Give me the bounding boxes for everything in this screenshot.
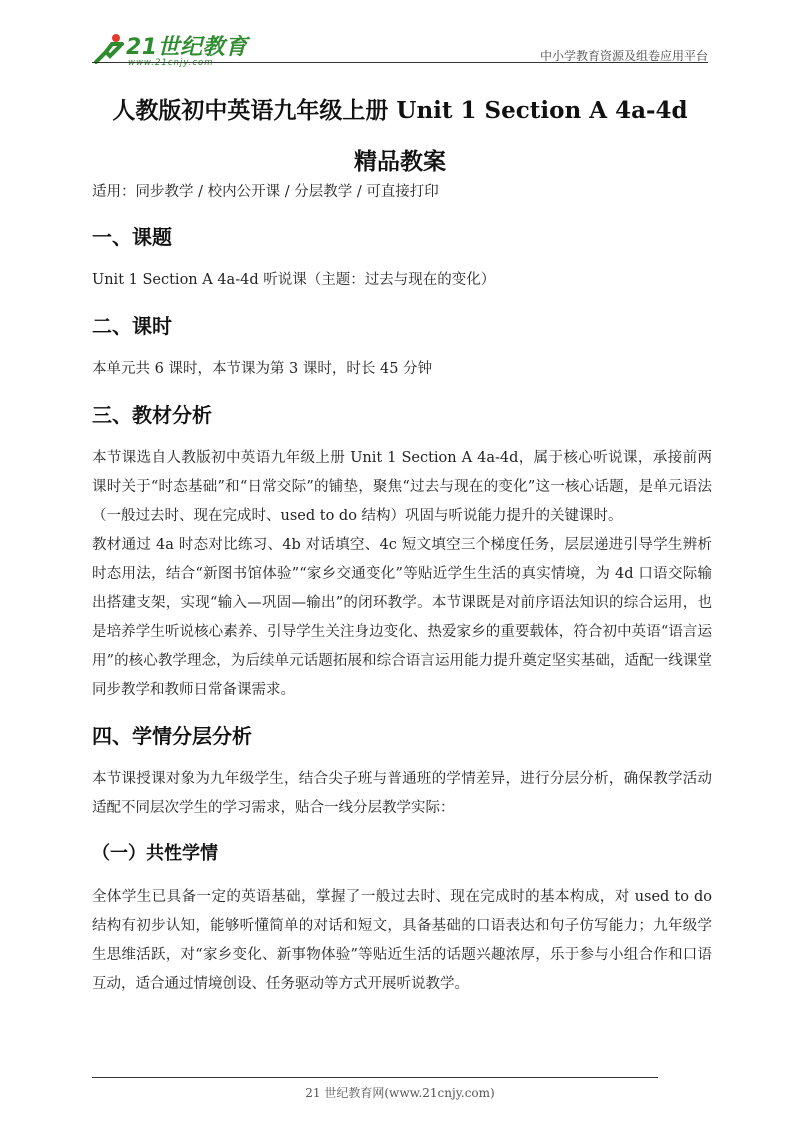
section-paragraph: 本节课授课对象为九年级学生，结合尖子班与普通班的学情差异，进行分层分析，确保教学活动适配不同层次学生的学习需求，贴合一线分层教学实际：: [92, 771, 712, 816]
logo-url: www.21cnjy.com: [128, 58, 214, 68]
doc-title: 人教版初中英语九年级上册 Unit 1 Section A 4a-4d: [112, 97, 688, 124]
section-paragraph: 本单元共 6 课时，本节课为第 3 课时，时长 45 分钟: [92, 361, 433, 377]
footer-divider: [92, 1077, 658, 1078]
section-heading: 一、课题: [92, 225, 172, 249]
section-heading: 四、学情分层分析: [92, 724, 252, 748]
subsection-heading: （一）共性学情: [92, 843, 218, 864]
section-heading: 二、课时: [92, 314, 172, 338]
section-paragraph: 全体学生已具备一定的英语基础，掌握了一般过去时、现在完成时的基本构成，对 used to do 结构有初步认知，能够听懂简单的对话和短文，具备基础的口语表达和句子仿写能力；九年级学生思维活跃，对“家乡变化、新事物体验”等贴近生活的话题兴趣浓厚，乐于参与小组合作和口语互动，适合通过情境创设、任务驱动等方式开展听说教学。: [92, 889, 712, 992]
runner-icon: [92, 32, 128, 66]
header-platform-text: 中小学教育资源及组卷应用平台: [539, 49, 708, 63]
site-logo: [92, 32, 252, 74]
page-footer: 21 世纪教育网(www.21cnjy.com): [305, 1086, 495, 1100]
page-header: [92, 24, 708, 74]
section-paragraph: 教材通过 4a 时态对比练习、4b 对话填空、4c 短文填空三个梯度任务，层层递进引导学生辨析时态用法，结合“新图书馆体验”“家乡交通变化”等贴近学生生活的真实情境，为 4d 口语交际输出搭建支架，实现“输入—巩固—输出”的闭环教学。本节课既是对前序语法知识的综合运用，也是培养学生听说核心素养、引导学生关注身边变化、热爱家乡的重要载体，符合初中英语“语言运用”的核心教学理念，为后续单元话题拓展和综合语言运用能力提升奠定坚实基础，适配一线课堂同步教学和教师日常备课需求。: [92, 537, 712, 698]
header-divider: [92, 62, 708, 63]
doc-subtitle: 精品教案: [354, 148, 446, 175]
applicability-line: 适用：同步教学 / 校内公开课 / 分层教学 / 可直接打印: [92, 184, 439, 200]
section-heading: 三、教材分析: [92, 403, 212, 427]
section-paragraph: Unit 1 Section A 4a-4d 听说课（主题：过去与现在的变化）: [92, 272, 496, 288]
section-paragraph: 本节课选自人教版初中英语九年级上册 Unit 1 Section A 4a-4d，属于核心听说课，承接前两课时关于“时态基础”和“日常交际”的铺垫，聚焦“过去与现在的变化”这一核心话题，是单元语法（一般过去时、现在完成时、used to do 结构）巩固与听说能力提升的关键课时。: [92, 450, 712, 524]
logo-text: 21世纪教育: [126, 35, 248, 60]
document-body: [92, 178, 712, 999]
